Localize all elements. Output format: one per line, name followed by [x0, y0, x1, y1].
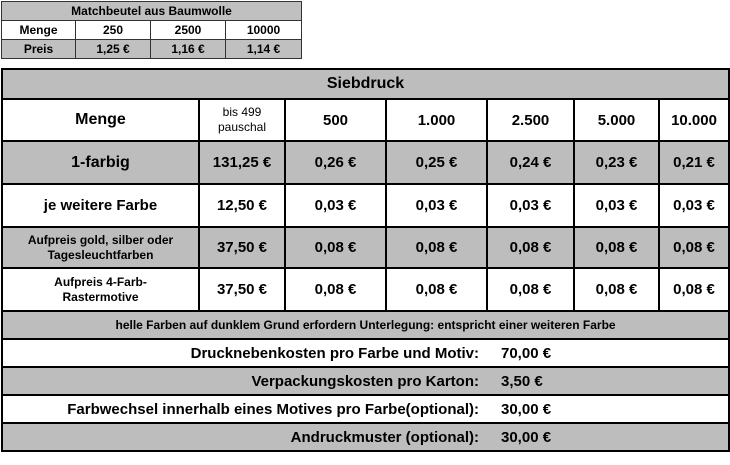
top-cell: 2500 [151, 21, 226, 40]
cost-value: 3,50 € [487, 367, 729, 395]
price-cell: 0,03 € [386, 184, 487, 227]
price-cell: 0,08 € [487, 227, 574, 268]
price-cell: 0,08 € [386, 227, 487, 268]
price-cell: 0,03 € [659, 184, 729, 227]
row-label: 1-farbig [2, 141, 199, 184]
header-col: 500 [285, 99, 386, 141]
top-row-label-quantity: Menge [2, 21, 76, 40]
cost-label: Drucknebenkosten pro Farbe und Motiv: [2, 339, 487, 367]
top-row-label-price: Preis [2, 40, 76, 59]
row-label: je weitere Farbe [2, 184, 199, 227]
top-cell: 1,14 € [226, 40, 302, 59]
header-col: 1.000 [386, 99, 487, 141]
price-cell: 0,23 € [574, 141, 659, 184]
top-cell: 1,16 € [151, 40, 226, 59]
cost-value: 30,00 € [487, 423, 729, 451]
price-cell: 131,25 € [199, 141, 285, 184]
price-cell: 0,24 € [487, 141, 574, 184]
price-cell: 0,03 € [487, 184, 574, 227]
price-cell: 0,21 € [659, 141, 729, 184]
price-cell: 0,08 € [574, 268, 659, 311]
price-cell: 0,25 € [386, 141, 487, 184]
price-cell: 0,08 € [659, 227, 729, 268]
price-cell: 0,08 € [574, 227, 659, 268]
screen-printing-price-table [1, 68, 730, 452]
header-col: 2.500 [487, 99, 574, 141]
price-cell: 0,03 € [574, 184, 659, 227]
top-cell: 1,25 € [76, 40, 151, 59]
header-label-quantity: Menge [2, 99, 199, 141]
row-label: Aufpreis 4-Farb-Rastermotive [2, 268, 199, 311]
cost-label: Andruckmuster (optional): [2, 423, 487, 451]
price-cell: 0,08 € [659, 268, 729, 311]
top-cell: 10000 [226, 21, 302, 40]
cost-label: Farbwechsel innerhalb eines Motives pro Farbe(optional): [2, 395, 487, 423]
header-col: bis 499 pauschal [199, 99, 285, 141]
price-cell: 0,08 € [285, 268, 386, 311]
price-cell: 12,50 € [199, 184, 285, 227]
cost-value: 30,00 € [487, 395, 729, 423]
cotton-bag-price-table [1, 1, 302, 59]
header-col: 10.000 [659, 99, 729, 141]
price-cell: 0,26 € [285, 141, 386, 184]
cost-value: 70,00 € [487, 339, 729, 367]
dark-background-note: helle Farben auf dunklem Grund erfordern Unterlegung: entspricht einer weiteren Farbe [2, 311, 729, 339]
top-table-title: Matchbeutel aus Baumwolle [2, 2, 302, 21]
price-cell: 0,03 € [285, 184, 386, 227]
price-cell: 0,08 € [386, 268, 487, 311]
price-cell: 0,08 € [487, 268, 574, 311]
cost-label: Verpackungskosten pro Karton: [2, 367, 487, 395]
price-cell: 37,50 € [199, 268, 285, 311]
row-label: Aufpreis gold, silber oder Tagesleuchtfarben [2, 227, 199, 268]
price-cell: 0,08 € [285, 227, 386, 268]
section-title: Siebdruck [2, 69, 729, 99]
header-col: 5.000 [574, 99, 659, 141]
price-cell: 37,50 € [199, 227, 285, 268]
top-cell: 250 [76, 21, 151, 40]
